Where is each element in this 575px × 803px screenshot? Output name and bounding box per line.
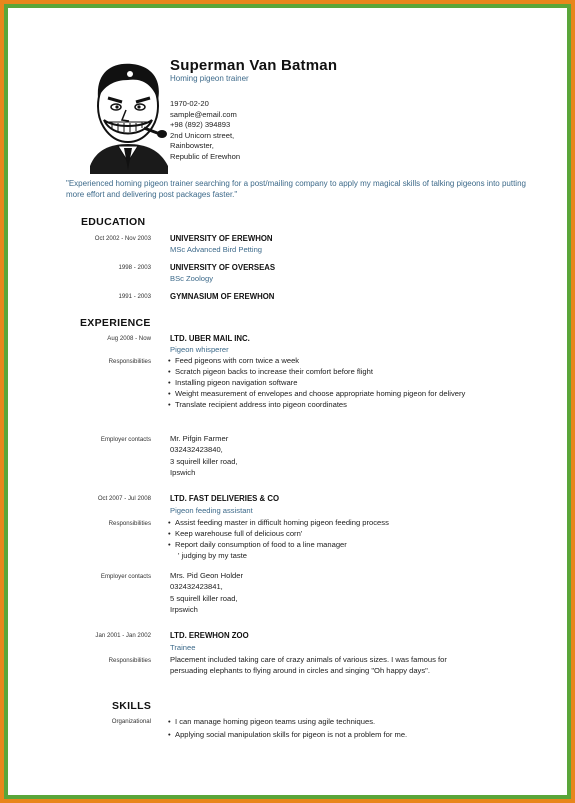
birth-date: 1970-02-20 xyxy=(170,99,209,108)
list-item: • I can manage homing pigeon teams using agile techniques. xyxy=(168,717,376,726)
list-item: • Applying social manipulation skills for pigeon is not a problem for me. xyxy=(168,730,408,739)
address-line: Republic of Erewhon xyxy=(170,151,241,161)
edu-school: GYMNASIUM OF EREWHON xyxy=(170,292,275,301)
job-company: LTD. EREWHON ZOO xyxy=(170,631,249,640)
edu-degree: MSc Advanced Bird Petting xyxy=(170,245,263,254)
resume-page xyxy=(8,8,567,795)
job-description: Placement included taking care of crazy animals of various sizes. I was famous for persuading elephants to flying around in circles and singing "Oh happy days". xyxy=(170,655,447,676)
list-item: • Scratch pigeon backs to increase their comfort before flight xyxy=(168,367,373,377)
responsibilities-label: Responsibilities xyxy=(108,358,151,365)
candidate-name: Superman Van Batman xyxy=(170,57,338,74)
job-company: LTD. UBER MAIL INC. xyxy=(170,334,250,343)
list-item: • Installing pigeon navigation software xyxy=(168,378,298,388)
address-line: Rainbowster, xyxy=(170,141,214,151)
job-position: Pigeon whisperer xyxy=(170,345,229,354)
edu-school: UNIVERSITY OF EREWHON xyxy=(170,234,273,243)
job-position: Trainee xyxy=(170,643,196,652)
contact-block xyxy=(170,99,240,163)
phone: +98 (892) 394893 xyxy=(170,120,231,130)
employer-contacts: Mr. Pifgin Farmer 032432423840, 3 squirell killer road, Ipswich xyxy=(170,434,238,478)
skills-list xyxy=(168,715,528,741)
list-item: • Assist feeding master in difficult homing pigeon feeding process xyxy=(168,518,389,527)
address-line: 2nd Unicorn street, xyxy=(170,130,235,140)
job-dates: Oct 2007 - Jul 2008 xyxy=(97,495,151,502)
edu-dates: 1991 - 2003 xyxy=(118,293,151,300)
edu-dates: Oct 2002 - Nov 2003 xyxy=(94,235,151,242)
edu-school: UNIVERSITY OF OVERSEAS xyxy=(170,263,276,272)
summary: "Experienced homing pigeon trainer searching for a post/mailing company to apply my magical skills of talking pigeons into putting more effort and delivering post packages faster." xyxy=(66,179,526,200)
responsibilities-label: Responsibilities xyxy=(108,520,151,527)
job-dates: Aug 2008 - Now xyxy=(107,335,151,342)
employer-contacts: Mrs. Pid Geon Holder 032432423841, 5 squirell killer road, Irpswich xyxy=(170,571,244,615)
list-item: • Feed pigeons with corn twice a week xyxy=(168,356,300,365)
edu-dates: 1998 - 2003 xyxy=(118,264,151,271)
job-position: Pigeon feeding assistant xyxy=(170,506,253,515)
job-dates: Jan 2001 - Jan 2002 xyxy=(95,632,151,639)
list-item: • Weight measurement of envelopes and choose appropriate homing pigeon for delivery xyxy=(168,389,466,399)
candidate-role: Homing pigeon trainer xyxy=(170,74,249,83)
responsibilities-list xyxy=(168,355,518,410)
responsibilities-label: Responsibilities xyxy=(108,657,151,664)
skills-heading: SKILLS xyxy=(112,700,152,712)
list-item: • Keep warehouse full of delicious corn' xyxy=(168,529,303,539)
employer-contacts-label: Employer contacts xyxy=(100,436,151,443)
list-item: • Translate recipient address into pigeon coordinates xyxy=(168,400,347,410)
list-item: ' judging by my taste xyxy=(178,551,247,561)
edu-degree: BSc Zoology xyxy=(170,274,214,283)
experience-heading: EXPERIENCE xyxy=(80,317,151,329)
job-company: LTD. FAST DELIVERIES & CO xyxy=(170,494,280,503)
employer-contacts-label: Employer contacts xyxy=(100,573,151,580)
email: sample@email.com xyxy=(170,109,237,119)
education-heading: EDUCATION xyxy=(81,216,146,228)
responsibilities-list xyxy=(168,517,518,561)
list-item: • Report daily consumption of food to a line manager xyxy=(168,540,347,550)
avatar xyxy=(82,58,174,174)
skills-label: Organizational xyxy=(111,718,151,725)
